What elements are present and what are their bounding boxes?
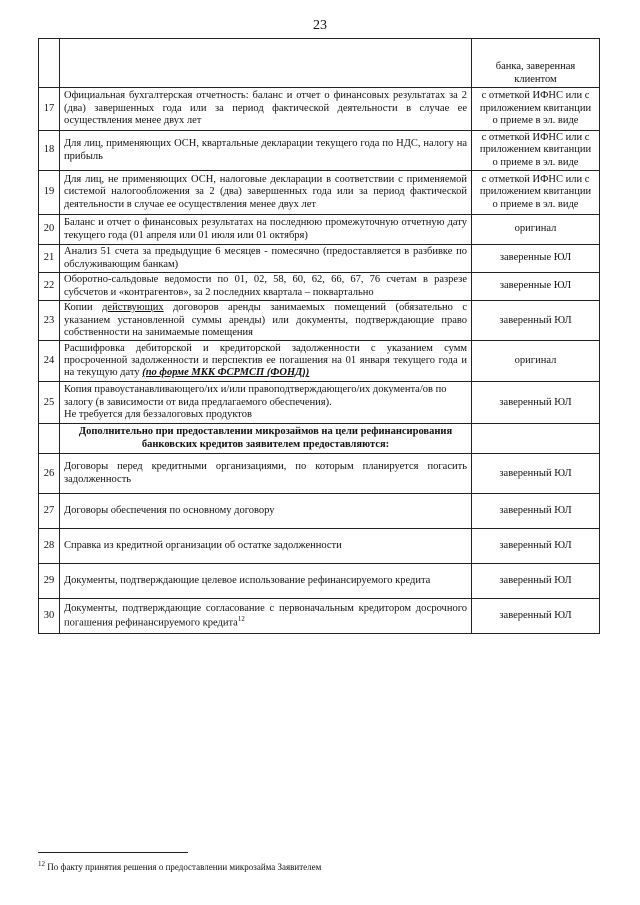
- table-row: [39, 39, 600, 88]
- row-text: Оборотно-сальдовые ведомости по 01, 02, 58, 60, 62, 66, 67, 76 счетам в разрезе субсчетов и «контрагентов», за 2 последних квартала – поквартально: [60, 273, 472, 301]
- table-row: [39, 599, 600, 634]
- row-text: Баланс и отчет о финансовых результатах на последнюю промежуточную отчетную дату текущего года (01 апреля или 01 июля или 01 октября): [60, 215, 472, 245]
- row-note: оригинал: [472, 215, 600, 245]
- row-number: 28: [39, 529, 60, 564]
- row-text: Договоры перед кредитными организациями, по которым планируется погасить задолженность: [60, 454, 472, 494]
- table-row: [39, 494, 600, 529]
- table-row: [39, 131, 600, 171]
- row-note: заверенный ЮЛ: [472, 599, 600, 634]
- table-row: [39, 245, 600, 273]
- table-row: [39, 454, 600, 494]
- row-number: 18: [39, 131, 60, 171]
- footnote-divider: [38, 852, 188, 853]
- row-text: Договоры обеспечения по основному договору: [60, 494, 472, 529]
- table-row: [39, 301, 600, 341]
- row-number: 20: [39, 215, 60, 245]
- row-text: Копия правоустанавливающего/их и/или правоподтверждающего/их документа/ов по залогу (в зависимости от вида предлагаемого обеспечения). Не требуется для беззалоговых продуктов: [60, 382, 472, 424]
- table-row: [39, 382, 600, 424]
- row-note: заверенные ЮЛ: [472, 245, 600, 273]
- table-row: [39, 88, 600, 131]
- row-text: Для лиц, применяющих ОСН, квартальные декларации текущего года по НДС, налогу на прибыль: [60, 131, 472, 171]
- footnote: [38, 860, 321, 872]
- row-note: оригинал: [472, 341, 600, 382]
- form-reference: (по форме МКК ФСРМСП (ФОНД)): [142, 367, 310, 379]
- section-header: Дополнительно при предоставлении микрозаймов на цели рефинансирования банковских кредитов заявителем предоставляются:: [60, 424, 472, 454]
- row-note: с отметкой ИФНС или с приложением квитанции о приеме в эл. виде: [472, 131, 600, 171]
- table-row: [39, 564, 600, 599]
- row-number: 29: [39, 564, 60, 599]
- row-number: 21: [39, 245, 60, 273]
- table-row: [39, 529, 600, 564]
- row-text: Для лиц, не применяющих ОСН, налоговые декларации в соответствии с применяемой системой налогообложения за 2 (два) завершенных года или за период фактической деятельности в случае ее осуществления менее двух лет: [60, 171, 472, 215]
- row-note: заверенные ЮЛ: [472, 273, 600, 301]
- row-note: заверенный ЮЛ: [472, 529, 600, 564]
- row-number: 25: [39, 382, 60, 424]
- row-text: Справка из кредитной организации об остатке задолженности: [60, 529, 472, 564]
- page-number: 23: [313, 18, 327, 33]
- row-text: Анализ 51 счета за предыдущие 6 месяцев - помесячно (предоставляется в разбивке по обслуживающим банкам): [60, 245, 472, 273]
- row-number: 22: [39, 273, 60, 301]
- table-row: [39, 171, 600, 215]
- row-note: заверенный ЮЛ: [472, 564, 600, 599]
- row-note: заверенный ЮЛ: [472, 494, 600, 529]
- footnote-mark: 12: [38, 860, 45, 868]
- row-number: 23: [39, 301, 60, 341]
- row-text: Копии действующих договоров аренды занимаемых помещений (обязательно с указанием установленной суммы аренды) или документы, подтверждающие право собственности на занимаемые помещения: [60, 301, 472, 341]
- table-row: [39, 341, 600, 382]
- row-text: Официальная бухгалтерская отчетность: баланс и отчет о финансовых результатах за 2 (два) завершенных года или за период фактической деятельности в случае ее осуществления менее двух лет: [60, 88, 472, 131]
- underlined-word: действующих: [102, 302, 164, 314]
- table-row: [39, 215, 600, 245]
- row-number: 27: [39, 494, 60, 529]
- row-text: Расшифровка дебиторской и кредиторской задолженности с указанием сумм просроченной задолженности и перспектив ее погашения на 01 января текущего года и на текущую дату (по форме МКК ФСРМСП (ФОНД)): [60, 341, 472, 382]
- row-number: 19: [39, 171, 60, 215]
- row-note: заверенный ЮЛ: [472, 454, 600, 494]
- row-number: 24: [39, 341, 60, 382]
- row-text: Документы, подтверждающие согласование с первоначальным кредитором досрочного погашения рефинансируемого кредита$^{12}$: [60, 599, 472, 634]
- row-text: Документы, подтверждающие целевое использование рефинансируемого кредита: [60, 564, 472, 599]
- footnote-text: По факту принятия решения о предоставлении микрозайма Заявителем: [45, 862, 322, 872]
- row-number: 26: [39, 454, 60, 494]
- row-note: банка, заверенная клиентом: [472, 39, 600, 88]
- row-note: с отметкой ИФНС или с приложением квитанции о приеме в эл. виде: [472, 171, 600, 215]
- row-note: заверенный ЮЛ: [472, 382, 600, 424]
- section-header-row: [39, 424, 600, 454]
- footnote-ref: 12: [237, 615, 245, 623]
- row-note: заверенный ЮЛ: [472, 301, 600, 341]
- row-note: с отметкой ИФНС или с приложением квитанции о приеме в эл. виде: [472, 88, 600, 131]
- table-row: [39, 273, 600, 301]
- row-number: 30: [39, 599, 60, 634]
- row-number: 17: [39, 88, 60, 131]
- documents-table: [38, 38, 600, 634]
